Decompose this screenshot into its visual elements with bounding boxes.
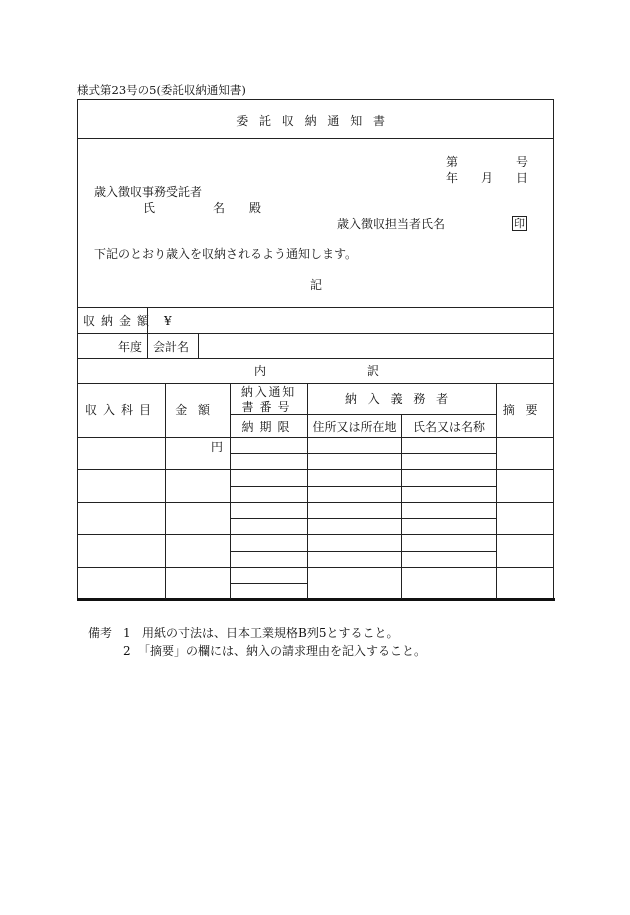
sub-rule-3: [230, 518, 497, 519]
number-go: 号: [516, 155, 529, 169]
col-summary: 摘要: [502, 403, 549, 417]
sub-rule-5: [230, 583, 307, 584]
date-day: 日: [516, 171, 529, 185]
header-mid-rule: [230, 414, 497, 415]
fiscal-top-rule: [77, 333, 554, 334]
note-2-text: 「摘要」の欄には、納入の請求理由を記入すること。: [138, 644, 427, 658]
col-due: 納期限: [241, 420, 296, 434]
officer-name-label: 歳入徴収担当者氏名: [337, 217, 446, 231]
sub-rule-4: [230, 551, 497, 552]
note-2-number: 2: [123, 644, 131, 658]
notice-text: 下記のとおり歳入を収納されるよう通知します。: [94, 247, 358, 261]
date-year: 年: [446, 171, 459, 185]
ki-label: 記: [310, 278, 323, 292]
fiscal-year-label: 年度: [118, 340, 143, 354]
note-1-number: 1: [123, 626, 131, 640]
amount-top-rule: [77, 307, 554, 308]
col-name: 氏名又は名称: [412, 420, 485, 434]
recipient-title: 歳入徴収事務受託者: [94, 185, 203, 199]
col-address: 住所又は所在地: [312, 420, 397, 434]
unit-yen: 円: [211, 440, 224, 454]
notes-label: 備考: [88, 626, 113, 640]
fiscal-divider-2: [198, 333, 199, 358]
col-notice-no-1: 納入通知: [240, 385, 297, 399]
name-mei: 名: [213, 201, 226, 215]
breakdown-top-rule: [77, 358, 554, 359]
header-top-rule: [77, 383, 554, 384]
header-bottom-rule: [77, 437, 554, 438]
col-payer: 納入義務者: [344, 392, 459, 406]
amount-divider: [147, 307, 148, 333]
fiscal-divider-1: [147, 333, 148, 358]
row-rule-2: [77, 502, 554, 503]
number-dai: 第: [446, 155, 459, 169]
row-rule-4: [77, 567, 554, 568]
form-number: 様式第23号の5(委託収納通知書): [77, 83, 246, 97]
account-label: 会計名: [153, 340, 190, 354]
name-dono: 殿: [249, 201, 262, 215]
yen-sign: ¥: [164, 314, 172, 328]
row-rule-3: [77, 534, 554, 535]
title-rule: [77, 138, 554, 139]
breakdown-wake: 訳: [367, 364, 380, 378]
breakdown-uchi: 内: [254, 364, 267, 378]
sub-rule-2: [230, 486, 497, 487]
row-rule-1: [77, 469, 554, 470]
amount-label: 収納金額: [83, 314, 156, 328]
col-item: 収入科目: [84, 403, 157, 417]
date-month: 月: [481, 171, 494, 185]
seal-mark: 印: [514, 217, 525, 230]
name-shi: 氏: [143, 201, 156, 215]
col-line-4: [401, 414, 402, 599]
note-1-text: 用紙の寸法は、日本工業規格B列5とすること。: [142, 626, 399, 640]
col-amount: 金額: [175, 403, 221, 417]
sub-rule-1: [230, 453, 497, 454]
col-notice-no-2: 書番号: [241, 400, 296, 414]
form-title: 委託収納通知書: [236, 114, 396, 128]
bottom-thick-rule: [77, 598, 555, 601]
